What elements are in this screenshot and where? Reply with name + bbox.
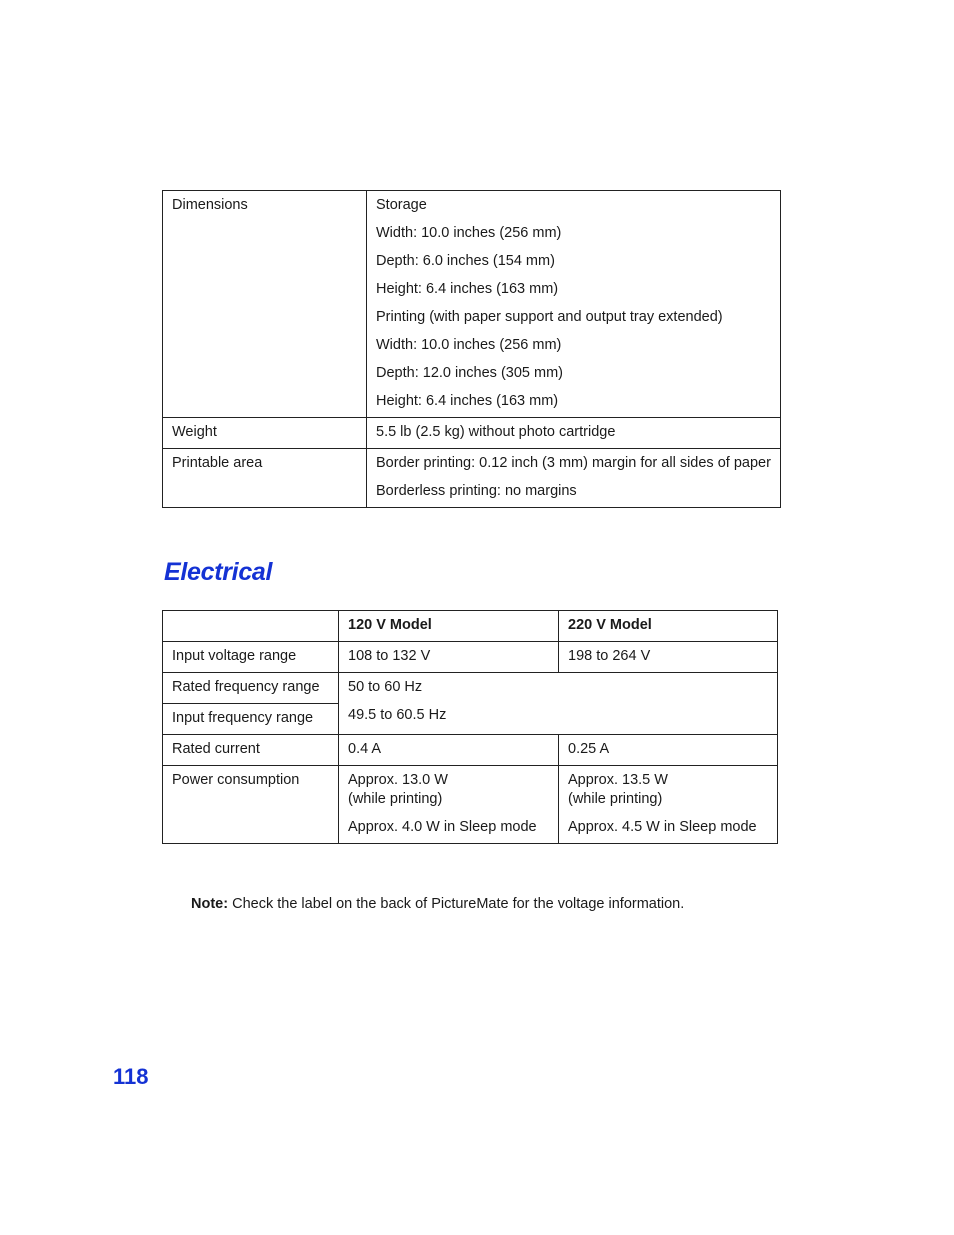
table-row: [163, 642, 778, 673]
value-line: Height: 6.4 inches (163 mm): [376, 393, 559, 409]
value-line: Depth: 6.0 inches (154 mm): [376, 253, 555, 269]
electrical-table: [162, 610, 778, 844]
cell-120v: [339, 766, 559, 844]
note-text: Check the label on the back of PictureMate for the voltage information.: [232, 896, 685, 912]
row-label: Weight: [163, 418, 367, 449]
cell-120v: 0.4 A: [339, 735, 559, 766]
frequency-merged-cell: [339, 673, 778, 735]
value-line: Border printing: 0.12 inch (3 mm) margin for all sides of paper: [376, 455, 771, 471]
table-header-row: [163, 611, 778, 642]
row-label: Input frequency range: [163, 704, 339, 735]
row-label: Input voltage range: [163, 642, 339, 673]
table-row: [163, 191, 781, 418]
row-values: [367, 191, 781, 418]
value-line: Storage: [376, 197, 427, 213]
power-printing-value: Approx. 13.0 W: [348, 772, 448, 788]
value-line: Width: 10.0 inches (256 mm): [376, 337, 562, 353]
power-printing-note: (while printing): [348, 791, 443, 807]
value-line: Printing (with paper support and output tray extended): [376, 309, 723, 325]
dimensions-table: [162, 190, 781, 508]
table-row: [163, 735, 778, 766]
table-row: [163, 449, 781, 508]
value-line: [568, 771, 768, 809]
value-line: 50 to 60 Hz: [348, 679, 423, 695]
note: [191, 895, 684, 914]
row-label: Printable area: [163, 449, 367, 508]
value-line: Width: 10.0 inches (256 mm): [376, 225, 562, 241]
value-line: Borderless printing: no margins: [376, 483, 577, 499]
row-label: Rated current: [163, 735, 339, 766]
row-label: Dimensions: [163, 191, 367, 418]
value-line: [348, 771, 549, 809]
row-label: Rated frequency range: [163, 673, 339, 704]
value-line: Approx. 4.0 W in Sleep mode: [348, 819, 537, 835]
value-line: Height: 6.4 inches (163 mm): [376, 281, 559, 297]
note-label: Note:: [191, 896, 229, 912]
cell-120v: 108 to 132 V: [339, 642, 559, 673]
header-cell-220v: 220 V Model: [559, 611, 778, 642]
value-line: Approx. 4.5 W in Sleep mode: [568, 819, 757, 835]
power-printing-note: (while printing): [568, 791, 663, 807]
row-values: [367, 449, 781, 508]
row-values: [367, 418, 781, 449]
table-row: [163, 418, 781, 449]
page-number: 118: [113, 1064, 149, 1089]
table-row: [163, 766, 778, 844]
table-row: [163, 673, 778, 704]
value-line: Depth: 12.0 inches (305 mm): [376, 365, 563, 381]
power-printing-value: Approx. 13.5 W: [568, 772, 668, 788]
section-heading-electrical: Electrical: [164, 558, 273, 586]
header-cell-120v: 120 V Model: [339, 611, 559, 642]
cell-220v: 198 to 264 V: [559, 642, 778, 673]
header-cell-empty: [163, 611, 339, 642]
value-line: 5.5 lb (2.5 kg) without photo cartridge: [376, 424, 616, 440]
row-label: Power consumption: [163, 766, 339, 844]
value-line: 49.5 to 60.5 Hz: [348, 707, 447, 723]
cell-220v: [559, 766, 778, 844]
cell-220v: 0.25 A: [559, 735, 778, 766]
